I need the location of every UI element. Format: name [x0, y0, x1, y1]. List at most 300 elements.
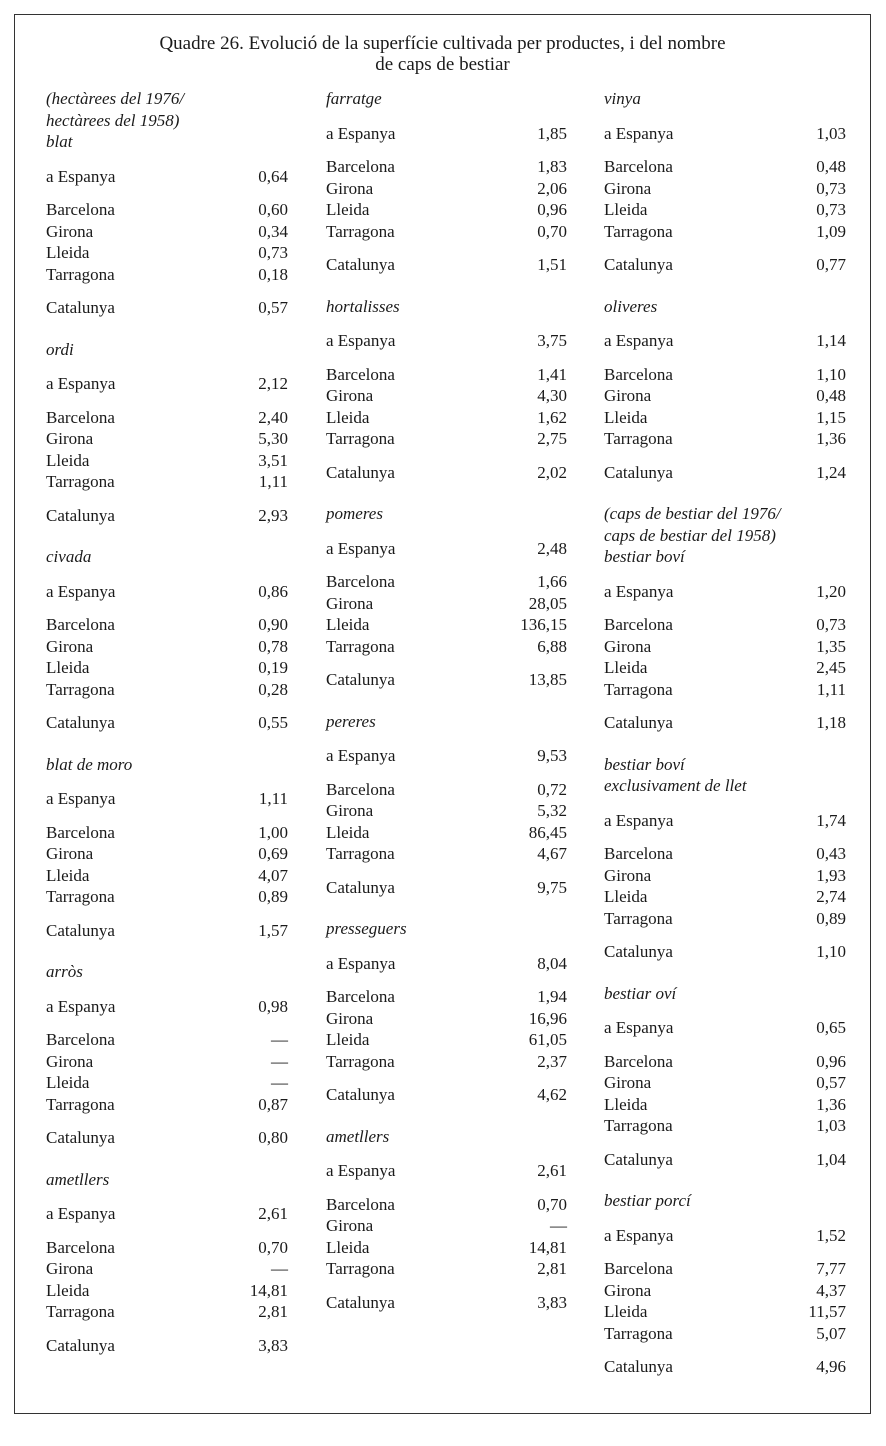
region-label: Catalunya — [604, 462, 673, 482]
ratio-value: 0,70 — [258, 1237, 288, 1257]
table-row — [604, 843, 846, 865]
ratio-value: 3,83 — [258, 1335, 288, 1355]
product-block — [46, 1169, 288, 1357]
region-label: Girona — [46, 844, 94, 863]
ratio-value: 0,73 — [816, 178, 846, 198]
table-row — [604, 1017, 846, 1039]
product-heading: (hectàrees del 1976/ — [46, 89, 185, 108]
table-row — [46, 1029, 288, 1051]
table-row — [604, 1115, 846, 1137]
table-row — [326, 779, 567, 801]
region-label: Barcelona — [604, 1259, 673, 1278]
product-heading: hectàrees del 1958) — [46, 110, 180, 130]
region-label: Lleida — [46, 865, 90, 885]
ratio-value: 4,67 — [537, 844, 567, 863]
ratio-value: 1,24 — [816, 462, 846, 482]
ratio-value: 61,05 — [528, 1030, 567, 1049]
ratio-value: 1,52 — [816, 1225, 846, 1245]
region-label: Lleida — [46, 658, 90, 677]
table-row — [326, 385, 567, 407]
ratio-value: 2,74 — [816, 887, 846, 906]
table-row — [46, 221, 288, 243]
ratio-value: 1,74 — [816, 810, 846, 830]
table-row — [326, 822, 567, 844]
table-row — [604, 199, 846, 221]
ratio-value: 0,69 — [258, 844, 288, 863]
region-label: Catalunya — [326, 670, 395, 689]
region-label: Catalunya — [604, 713, 673, 732]
table-row — [326, 1258, 567, 1280]
product-heading: farratge — [326, 89, 382, 108]
ratio-value: 2,93 — [258, 505, 288, 525]
ratio-value: 0,18 — [258, 264, 288, 284]
table-title — [14, 33, 871, 75]
table-row — [46, 1301, 288, 1323]
ratio-value: 2,02 — [537, 462, 567, 482]
product-block — [326, 918, 567, 1106]
ratio-value: 9,53 — [537, 746, 567, 765]
region-label: Catalunya — [326, 1292, 395, 1312]
ratio-value: 1,03 — [816, 1116, 846, 1135]
ratio-value: 9,75 — [537, 877, 567, 897]
ratio-value: 5,30 — [258, 429, 288, 448]
table-row — [326, 462, 567, 484]
ratio-value: 2,81 — [258, 1302, 288, 1321]
product-block — [46, 339, 288, 527]
table-row — [326, 745, 567, 767]
region-label: Lleida — [326, 407, 370, 427]
region-label: Lleida — [326, 822, 370, 842]
region-label: a Espanya — [326, 953, 396, 973]
ratio-value: 1,04 — [816, 1149, 846, 1169]
table-row — [326, 877, 567, 899]
table-row — [604, 1356, 846, 1378]
ratio-value: 0,70 — [537, 1194, 567, 1214]
region-label: Catalunya — [46, 713, 115, 732]
region-label: Girona — [604, 178, 652, 198]
region-label: Lleida — [604, 407, 648, 427]
table-row — [604, 581, 846, 603]
table-row — [604, 254, 846, 276]
product-block — [604, 296, 846, 484]
region-label: Barcelona — [604, 157, 673, 176]
table-row — [46, 373, 288, 395]
table-row — [604, 1072, 846, 1094]
table-row — [604, 330, 846, 352]
table-row — [326, 669, 567, 691]
region-label: Barcelona — [46, 1237, 115, 1257]
table-row — [46, 1335, 288, 1357]
ratio-value: 1,10 — [816, 364, 846, 384]
ratio-value: 1,11 — [816, 679, 846, 699]
table-row — [46, 996, 288, 1018]
region-label: a Espanya — [326, 538, 396, 558]
region-label: Girona — [604, 386, 652, 405]
product-block — [46, 754, 288, 942]
ratio-value: 2,37 — [537, 1051, 567, 1071]
table-row — [46, 712, 288, 734]
ratio-value: 1,03 — [816, 123, 846, 143]
region-label: Tarragona — [604, 1116, 673, 1135]
table-row — [326, 953, 567, 975]
region-label: a Espanya — [326, 1161, 396, 1180]
ratio-value: 86,45 — [528, 822, 567, 842]
region-label: Girona — [326, 1008, 374, 1028]
ratio-value: 0,70 — [537, 221, 567, 241]
region-label: Barcelona — [604, 615, 673, 634]
table-row — [46, 297, 288, 319]
ratio-value: 1,15 — [816, 407, 846, 427]
region-label: Lleida — [326, 615, 370, 634]
table-row — [326, 1051, 567, 1073]
region-label: Lleida — [326, 1030, 370, 1049]
table-row — [46, 428, 288, 450]
product-block — [604, 88, 846, 276]
product-block — [326, 711, 567, 899]
region-label: Catalunya — [604, 255, 673, 274]
region-label: Catalunya — [326, 255, 395, 274]
region-label: Lleida — [604, 887, 648, 906]
region-label: Catalunya — [46, 298, 115, 317]
table-row — [46, 657, 288, 679]
table-row — [46, 679, 288, 701]
region-label: a Espanya — [46, 1204, 116, 1223]
region-label: Tarragona — [326, 1051, 395, 1071]
ratio-value: 4,07 — [258, 865, 288, 885]
table-row — [46, 1127, 288, 1149]
region-label: Girona — [46, 1051, 94, 1071]
table-row — [46, 1237, 288, 1259]
ratio-value: 0,80 — [258, 1128, 288, 1147]
region-label: a Espanya — [604, 1225, 674, 1245]
region-label: Tarragona — [326, 844, 395, 863]
table-row — [46, 788, 288, 810]
ratio-value: 1,85 — [537, 123, 567, 143]
ratio-value: 1,11 — [258, 789, 288, 808]
table-row — [46, 1072, 288, 1094]
table-row — [604, 1094, 846, 1116]
region-label: Barcelona — [604, 844, 673, 863]
region-label: a Espanya — [604, 123, 674, 143]
product-heading: blat de moro — [46, 754, 133, 774]
region-label: Catalunya — [46, 920, 115, 940]
region-label: Barcelona — [46, 200, 115, 219]
table-row — [326, 123, 567, 145]
region-label: Tarragona — [46, 679, 115, 699]
ratio-value: — — [271, 1259, 288, 1278]
product-heading: oliveres — [604, 296, 658, 316]
ratio-value: 1,36 — [816, 429, 846, 448]
region-label: a Espanya — [46, 581, 116, 601]
table-row — [604, 679, 846, 701]
ratio-value: 3,51 — [258, 450, 288, 470]
table-row — [326, 1237, 567, 1259]
region-label: Lleida — [604, 1094, 648, 1114]
ratio-value: 13,85 — [528, 670, 567, 689]
table-row — [326, 156, 567, 178]
product-heading: pomeres — [326, 504, 383, 523]
ratio-value: 0,78 — [258, 636, 288, 656]
table-row — [604, 1225, 846, 1247]
region-label: Tarragona — [46, 1302, 115, 1321]
table-row — [326, 254, 567, 276]
region-label: Girona — [46, 1259, 94, 1278]
table-row — [326, 800, 567, 822]
region-label: Lleida — [604, 1302, 648, 1321]
product-heading: arròs — [46, 962, 83, 981]
region-label: Lleida — [46, 1073, 90, 1092]
region-label: Catalunya — [326, 1085, 395, 1104]
ratio-value: 0,72 — [537, 779, 567, 799]
region-label: Catalunya — [326, 462, 395, 482]
region-label: Lleida — [604, 658, 648, 677]
ratio-value: 2,48 — [537, 538, 567, 558]
region-label: Barcelona — [46, 615, 115, 634]
region-label: Tarragona — [46, 1094, 115, 1114]
ratio-value: 5,07 — [816, 1323, 846, 1343]
region-label: Barcelona — [326, 157, 395, 176]
ratio-value: 0,87 — [258, 1094, 288, 1114]
ratio-value: 28,05 — [528, 593, 567, 613]
product-heading: presseguers — [326, 919, 407, 938]
table-row — [604, 810, 846, 832]
table-row — [604, 428, 846, 450]
product-heading: bestiar boví — [604, 754, 685, 774]
ratio-value: 0,48 — [816, 157, 846, 176]
table-row — [46, 407, 288, 429]
region-label: a Espanya — [604, 331, 674, 350]
region-label: Lleida — [326, 1237, 370, 1257]
ratio-value: 0,19 — [258, 658, 288, 677]
table-row — [326, 407, 567, 429]
table-row — [46, 1280, 288, 1302]
region-label: Barcelona — [46, 1030, 115, 1049]
table-row — [326, 1084, 567, 1106]
region-label: a Espanya — [46, 789, 116, 808]
region-label: Girona — [604, 636, 652, 656]
table-row — [46, 264, 288, 286]
product-block — [46, 546, 288, 734]
table-row — [46, 242, 288, 264]
table-row — [604, 1258, 846, 1280]
table-row — [604, 364, 846, 386]
region-label: Barcelona — [604, 1051, 673, 1071]
product-heading: ordi — [46, 339, 74, 359]
table-row — [46, 822, 288, 844]
product-block — [46, 961, 288, 1149]
ratio-value: 0,60 — [258, 200, 288, 219]
table-row — [604, 886, 846, 908]
product-heading: ametllers — [326, 1126, 390, 1146]
ratio-value: 1,36 — [816, 1094, 846, 1114]
table-row — [604, 156, 846, 178]
table-row — [604, 221, 846, 243]
ratio-value: 11,57 — [808, 1302, 846, 1321]
region-label: Catalunya — [326, 877, 395, 897]
table-row — [326, 428, 567, 450]
ratio-value: 1,00 — [258, 822, 288, 842]
ratio-value: 0,90 — [258, 615, 288, 634]
column-left — [46, 88, 288, 1356]
ratio-value: 0,57 — [258, 298, 288, 317]
ratio-value: 4,30 — [537, 386, 567, 405]
table-row — [46, 1051, 288, 1073]
ratio-value: 16,96 — [528, 1008, 567, 1028]
ratio-value: 0,48 — [816, 386, 846, 405]
ratio-value: 1,62 — [537, 407, 567, 427]
region-label: Lleida — [604, 200, 648, 219]
region-label: Catalunya — [604, 1149, 673, 1169]
column-middle — [326, 88, 567, 1313]
ratio-value: 8,04 — [537, 953, 567, 973]
ratio-value: 1,51 — [537, 255, 567, 274]
region-label: a Espanya — [604, 1018, 674, 1037]
table-row — [46, 199, 288, 221]
table-row — [604, 636, 846, 658]
ratio-value: 0,43 — [816, 844, 846, 863]
region-label: Girona — [326, 178, 374, 198]
table-row — [604, 657, 846, 679]
ratio-value: 2,06 — [537, 178, 567, 198]
region-label: Barcelona — [326, 987, 395, 1006]
table-row — [326, 614, 567, 636]
region-label: Lleida — [326, 200, 370, 219]
region-label: Girona — [604, 1073, 652, 1092]
region-label: Barcelona — [326, 572, 395, 591]
table-row — [604, 1149, 846, 1171]
ratio-value: 1,09 — [816, 221, 846, 241]
ratio-value: 5,32 — [537, 801, 567, 820]
region-label: Barcelona — [604, 364, 673, 384]
region-label: a Espanya — [46, 996, 116, 1016]
ratio-value: 1,20 — [816, 581, 846, 601]
ratio-value: 136,15 — [520, 615, 567, 634]
table-row — [326, 1215, 567, 1237]
product-heading: pereres — [326, 711, 376, 731]
region-label: Tarragona — [604, 908, 673, 928]
table-row — [604, 865, 846, 887]
product-block — [604, 1190, 846, 1378]
table-row — [604, 941, 846, 963]
ratio-value: 0,73 — [816, 200, 846, 219]
region-label: Tarragona — [326, 636, 395, 656]
ratio-value: 1,94 — [537, 987, 567, 1006]
region-label: a Espanya — [46, 374, 116, 393]
product-block — [326, 503, 567, 691]
table-row — [46, 843, 288, 865]
ratio-value: 1,57 — [258, 920, 288, 940]
table-row — [326, 1292, 567, 1314]
table-row — [46, 166, 288, 188]
region-label: a Espanya — [326, 123, 396, 143]
product-heading: vinya — [604, 89, 641, 108]
product-block — [326, 88, 567, 276]
region-label: a Espanya — [604, 581, 674, 601]
product-heading: hortalisses — [326, 296, 400, 316]
region-label: Girona — [46, 429, 94, 448]
table-row — [326, 843, 567, 865]
ratio-value: 0,57 — [816, 1073, 846, 1092]
region-label: Girona — [326, 1216, 374, 1235]
table-row — [326, 538, 567, 560]
table-row — [46, 636, 288, 658]
region-label: a Espanya — [604, 810, 674, 830]
table-row — [46, 1094, 288, 1116]
ratio-value: 4,37 — [816, 1280, 846, 1300]
table-row — [326, 636, 567, 658]
region-label: Barcelona — [326, 779, 395, 799]
region-label: a Espanya — [46, 166, 116, 186]
table-row — [46, 865, 288, 887]
table-row — [326, 1194, 567, 1216]
region-label: Lleida — [46, 450, 90, 470]
table-row — [326, 986, 567, 1008]
product-block — [326, 296, 567, 484]
ratio-value: 2,12 — [258, 374, 288, 393]
region-label: Girona — [326, 801, 374, 820]
ratio-value: 2,75 — [537, 429, 567, 448]
region-label: Tarragona — [326, 221, 395, 241]
region-label: Girona — [326, 593, 374, 613]
table-row — [604, 908, 846, 930]
table-row — [326, 571, 567, 593]
region-label: Tarragona — [604, 429, 673, 448]
ratio-value: 0,28 — [258, 679, 288, 699]
region-label: Girona — [46, 636, 94, 656]
product-heading: bestiar oví — [604, 983, 677, 1003]
product-block — [604, 983, 846, 1171]
table-row — [604, 614, 846, 636]
ratio-value: 1,18 — [816, 713, 846, 732]
title-line-2: de caps de bestiar — [375, 54, 510, 75]
table-row — [326, 1008, 567, 1030]
ratio-value: 2,45 — [816, 658, 846, 677]
ratio-value: 0,96 — [816, 1051, 846, 1071]
product-heading: caps de bestiar del 1958) — [604, 525, 776, 545]
ratio-value: 7,77 — [816, 1259, 846, 1278]
product-heading: bestiar boví — [604, 547, 685, 566]
region-label: Tarragona — [46, 264, 115, 284]
table-row — [46, 505, 288, 527]
table-row — [46, 886, 288, 908]
table-row — [326, 593, 567, 615]
ratio-value: 14,81 — [528, 1237, 567, 1257]
ratio-value: 0,34 — [258, 221, 288, 241]
ratio-value: 0,64 — [258, 166, 288, 186]
table-row — [326, 199, 567, 221]
ratio-value: 4,62 — [537, 1085, 567, 1104]
product-heading: blat — [46, 132, 73, 151]
ratio-value: 0,89 — [816, 908, 846, 928]
ratio-value: 1,93 — [816, 865, 846, 885]
ratio-value: 1,83 — [537, 157, 567, 176]
region-label: Barcelona — [46, 407, 115, 427]
ratio-value: 3,83 — [537, 1292, 567, 1312]
region-label: Barcelona — [326, 364, 395, 384]
ratio-value: 0,73 — [816, 615, 846, 634]
ratio-value: 1,11 — [258, 472, 288, 491]
ratio-value: 1,66 — [537, 572, 567, 591]
ratio-value: 2,61 — [537, 1161, 567, 1180]
table-row — [604, 462, 846, 484]
ratio-value: 0,73 — [258, 243, 288, 262]
region-label: Barcelona — [46, 822, 115, 842]
region-label: Tarragona — [46, 472, 115, 491]
table-row — [604, 712, 846, 734]
region-label: Tarragona — [604, 679, 673, 699]
ratio-value: 1,14 — [816, 331, 846, 350]
table-row — [46, 581, 288, 603]
